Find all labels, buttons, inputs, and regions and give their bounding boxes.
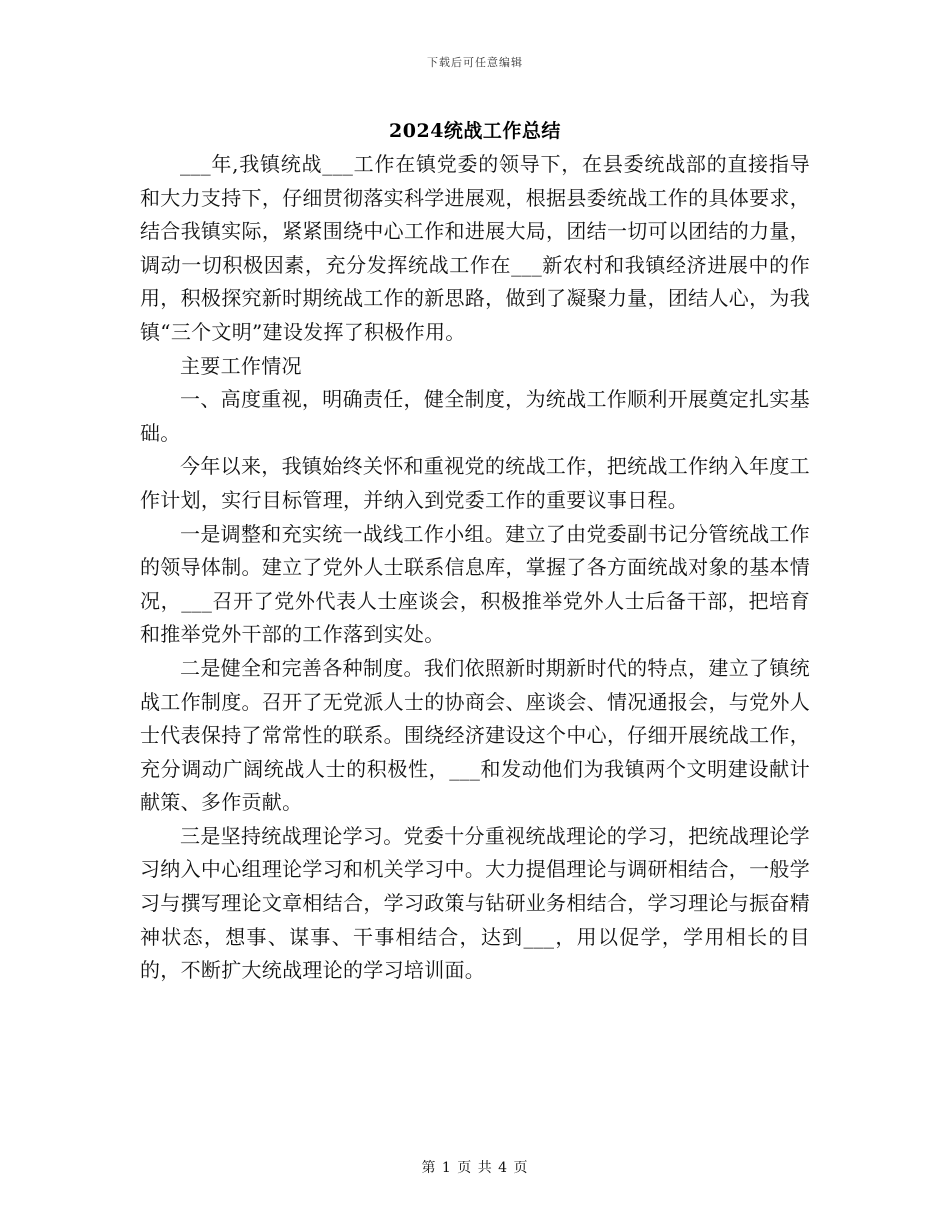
paragraph-point-one: 一是调整和充实统一战线工作小组。建立了由党委副书记分管统战工作的领导体制。建立了党外人士联系信息库，掌握了各方面统战对象的基本情况，___召开了党外代表人士座谈会，积极推举党外人士后备干部，把培育和推举党外干部的工作落到实处。 — [140, 521, 810, 647]
paragraph-point-two: 二是健全和完善各种制度。我们依照新时期新时代的特点，建立了镇统战工作制度。召开了无党派人士的协商会、座谈会、情况通报会，与党外人士代表保持了常常性的联系。围绕经济建设这个中心，仔细开展统战工作，充分调动广阔统战人士的积极性，___和发动他们为我镇两个文明建设献计献策、多作贡献。 — [140, 655, 810, 815]
document-title: 2024统战工作总结 — [389, 120, 561, 142]
page-header-note: 下载后可任意编辑 — [427, 56, 523, 69]
section-heading-one: 一、高度重视，明确责任，健全制度，为统战工作顺利开展奠定扎实基础。 — [140, 387, 810, 445]
page-number: 第 1 页 共 4 页 — [421, 1160, 529, 1176]
paragraph-overview: 今年以来，我镇始终关怀和重视党的统战工作，把统战工作纳入年度工作计划，实行目标管理，并纳入到党委工作的重要议事日程。 — [140, 454, 810, 512]
section-heading-main-work: 主要工作情况 — [180, 353, 302, 378]
paragraph-point-three: 三是坚持统战理论学习。党委十分重视统战理论的学习，把统战理论学习纳入中心组理论学习和机关学习中。大力提倡理论与调研相结合，一般学习与撰写理论文章相结合，学习政策与钻研业务相结合，学习理论与振奋精神状态，想事、谋事、干事相结合，达到___，用以促学，学用相长的目的，不断扩大统战理论的学习培训面。 — [140, 823, 810, 983]
document-body — [140, 148, 810, 988]
paragraph-intro: ___年,我镇统战___工作在镇党委的领导下，在县委统战部的直接指导和大力支持下，仔细贯彻落实科学进展观，根据县委统战工作的具体要求，结合我镇实际，紧紧围绕中心工作和进展大局，团结一切可以团结的力量，调动一切积极因素，充分发挥统战工作在___新农村和我镇经济进展中的作用，积极探究新时期统战工作的新思路，做到了凝聚力量，团结人心，为我镇“三个文明”建设发挥了积极作用。 — [140, 152, 810, 344]
